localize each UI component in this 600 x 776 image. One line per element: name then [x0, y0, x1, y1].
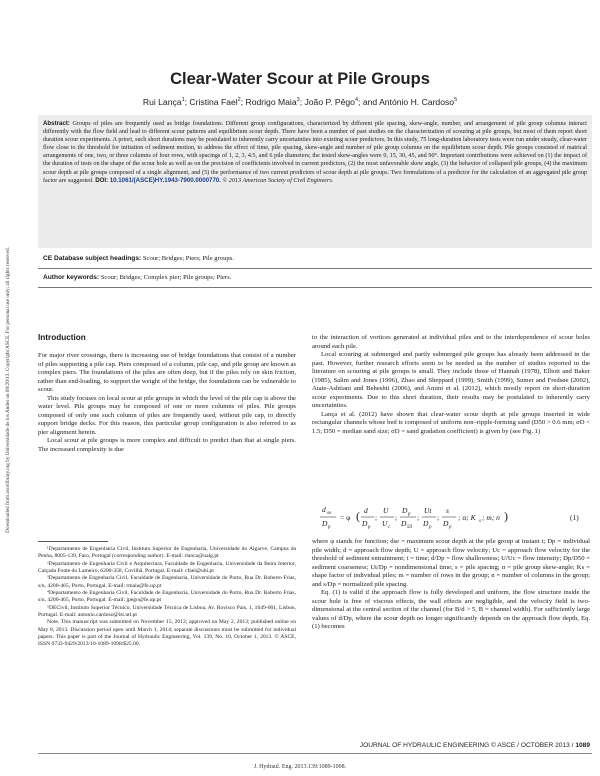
- ce-headings-label: CE Database subject headings:: [43, 255, 142, 262]
- author-name: Rodrigo Maia: [245, 97, 297, 107]
- svg-text:d: d: [322, 505, 326, 514]
- svg-text:): ): [504, 509, 508, 523]
- svg-text:; α; K: ; α; K: [458, 513, 476, 522]
- svg-text:;: ;: [395, 513, 398, 522]
- svg-text:p: p: [429, 525, 432, 530]
- equation-number: (1): [570, 513, 579, 522]
- svg-text:U: U: [383, 506, 389, 515]
- svg-text:s: s: [446, 506, 449, 515]
- left-column: [38, 352, 296, 455]
- svg-text:Ut: Ut: [424, 506, 432, 515]
- paper-title: Clear-Water Scour at Pile Groups: [170, 70, 430, 88]
- right-column-top: [312, 334, 590, 437]
- paragraph: to the interaction of vortices generated at individual piles and to the interdependence of scour holes around each pile.: [312, 334, 590, 350]
- author-affil-mark: 2: [237, 97, 241, 104]
- right-column-bottom: [312, 538, 590, 632]
- ce-headings-text: Scour; Bridges; Piers; Pile groups.: [142, 255, 234, 262]
- section-heading-introduction: Introduction: [38, 333, 86, 342]
- doi-label: DOI:: [95, 176, 109, 184]
- author-name: Cristina Fael: [189, 97, 238, 107]
- svg-text:d: d: [364, 506, 368, 515]
- abstract: [43, 120, 587, 185]
- abstract-text: Groups of piles are frequently used as bridge foundations. Different group configurations, characterized by different pile spacing, skew-angle, number, and arrangement of pile group columns interact differently with the flow field and lead to different scour patterns and equilibrium scour depth. There have been a number of past studies on the characterization of scouring at pile groups, but most of them report short duration scour experiments. A priori, such short durations may be postulated to inherently carry uncertainties into existing scour predictors. In this study, 75 long-duration laboratory tests were run under steady, clear-water flow close to the threshold for initiation of sediment motion, to address the effect of time, pile spacing, skew-angle and number of pile group columns on the equilibrium scour depth. Pile groups consisted of matrical arrangements of one, two, or three columns of four rows, with spacings of 1, 2, 3, 4.5, and 6 pile diameters; the tested skew-angles were 0, 15, 30, 45, and 90°. Important contributions were achieved on (1) the impact of the duration of tests on the shape of the scour hole as well as on the precision of coefficients involved in current predictors, (2) the most unfavorable skew angle, (3) the behavior of collapsed pile groups, (4) the maximum scour depth at pile groups composed of a single alignment, and (5) the performance of two current predictors of scour depth at pile groups. Two formulations of a predictor for the calculation of an aggregated pile group factor are suggested.: [43, 121, 587, 184]
- svg-text:D: D: [402, 506, 408, 515]
- author-name: João P. Pêgo: [304, 97, 355, 107]
- svg-text:se: se: [327, 511, 332, 516]
- svg-text:D: D: [362, 519, 368, 528]
- author-keywords-label: Author keywords:: [43, 274, 100, 281]
- svg-text:D: D: [322, 519, 328, 528]
- paragraph: where φ stands for function; dse = maximum scour depth at the pile group at instant t; Dp = individual pile width; d = approach flow depth; U = approach flow velocity; Uc = approach flow velocity for the threshold of sediment entrainment; t = time; d/Dp = flow shallowness; U/Uc = flow intensity; Dp/D50 = sediment coarseness; Ut/Dp = nondimensional time; s = pile spacing; α = pile group skew-angle; Ks = shape factor of individual piles; m = number of rows in the group; n = number of columns in the group; and s/Dp = normalized pile spacing.: [312, 538, 590, 588]
- svg-text:;: ;: [437, 513, 440, 522]
- equation-1: [312, 500, 590, 534]
- svg-text:p: p: [449, 525, 452, 530]
- svg-text:D: D: [443, 519, 449, 528]
- footnote: ³Departamento de Engenharia Civil, Faculdade de Engenharia, Universidade do Porto, Rua Dr. Roberto Frias, s/n, 4200-465, Porto, Portugal. E-mail: rmaia@fe.up.pt: [38, 575, 296, 589]
- svg-text:p: p: [328, 525, 331, 530]
- download-notice: Downloaded from ascelibrary.org by Universidade de los Andes on 09/20/13. Copyright ASCE. For personal use only; all rights reserved.: [5, 247, 11, 533]
- author-keywords: [43, 274, 587, 281]
- abstract-copyright: © 2013 American Society of Civil Engineers.: [222, 177, 334, 184]
- author-affil-mark: 4: [354, 97, 359, 104]
- citation-line: J. Hydraul. Eng. 2013.139:1089-1098.: [253, 764, 347, 770]
- svg-text:D: D: [423, 519, 429, 528]
- svg-text:; m; n: ; m; n: [482, 513, 500, 522]
- footer-rule: [38, 753, 592, 754]
- svg-text:s: s: [479, 519, 481, 524]
- author-affil-mark: 3: [296, 97, 300, 104]
- journal-footer: [360, 742, 590, 749]
- svg-text:;: ;: [375, 513, 378, 522]
- svg-text:U: U: [382, 519, 388, 528]
- download-sidebar: [2, 90, 14, 690]
- svg-text:c: c: [388, 525, 391, 530]
- divider: [38, 268, 592, 269]
- svg-text:(: (: [356, 509, 360, 523]
- paragraph: For major river crossings, there is increasing use of bridge foundations that consist of a number of piles supporting a pile cap. Piers composed of a column, pile cap, and pile group are known as complex piers. The foundations of the piles are often deep, but if the piles rely on skin friction, rather than end-loading, to support the weight of the bridge, the foundations can be vulnerable to scour.: [38, 352, 296, 394]
- author-name: Rui Lança: [142, 97, 182, 107]
- author-affil-mark: 5: [454, 97, 458, 104]
- paragraph: This study focuses on local scour at pile groups in which the level of the pile cap is above the water level. Pile groups may be composed of one or more columns of piles. Pile groups composed of only one such column of piles are frequently used, without pile cap, to directly support bridge decks. For this reason, this particular group configuration is also referred to as pier alignment herein.: [38, 394, 296, 436]
- svg-text:50: 50: [407, 525, 412, 530]
- svg-text:;: ;: [417, 513, 420, 522]
- svg-text:= φ: = φ: [340, 513, 351, 522]
- divider: [38, 287, 592, 288]
- footnotes: [38, 546, 296, 649]
- ce-headings: [43, 255, 587, 262]
- footnote: ⁴Departamento de Engenharia Civil, Faculdade de Engenharia, Universidade do Porto, Rua Dr. Roberto Frias, s/n, 4200-465, Porto, Portugal. E-mail: jpego@fe.up.pt: [38, 590, 296, 604]
- paragraph: Lança et al. (2012) have shown that clear-water scour depth at pile groups inserted in wide rectangular channels whose bed is composed of uniform non–ripple-forming sand (D50 > 0.6 mm; σD < 1.5; D50 = median sand size; σD = sand gradation coefficient) is given by (see Fig. 1): [312, 410, 590, 436]
- journal-footer-text: JOURNAL OF HYDRAULIC ENGINEERING © ASCE / OCTOBER 2013 /: [359, 742, 574, 749]
- page-number: 1089: [575, 742, 590, 749]
- author-affil-mark: 1: [181, 97, 185, 104]
- svg-text:p: p: [368, 525, 371, 530]
- paragraph: Eq. (1) is valid if the approach flow is fully developed and uniform, the flow structure inside the scour hole is free of viscous effects, the wall effects are negligible, and the velocity field is two-dimensional at the central section of the channel (for B/d > 5, B = channel width). For sufficiently large values of d/Dp, where the scour depth no longer significantly depends on the approach flow depth, Eq. (1) becomes: [312, 589, 590, 631]
- footnote: ¹Departamento de Engenharia Civil, Instituto Superior de Engenharia, Universidade do Algarve, Campus da Penha, 8005-139, Faro, Portugal (corresponding author). E-mail: rlanca@ualg.pt: [38, 546, 296, 560]
- abstract-label: Abstract:: [43, 120, 70, 127]
- paragraph: Local scour at pile groups is more complex and difficult to predict than that at single piers. The increased complexity is due: [38, 437, 296, 454]
- author-keywords-text: Scour; Bridges; Complex pier; Pile groups; Piers.: [100, 274, 232, 281]
- footnote: ⁵DECivil, Instituto Superior Técnico, Universidade Técnica de Lisboa, Av. Rovisco Pais, 1, 1049-001, Lisbon, Portugal. E-mail: antonio.cardoso@ist.utl.pt: [38, 604, 296, 619]
- footnote-rule: [38, 541, 108, 542]
- equation-graphic: [312, 500, 590, 534]
- author-name: and António H. Cardoso: [362, 97, 455, 107]
- author-list: Rui Lança$^1$; Cristina Fael$^2$; Rodrigo Maia$^3$; João P. Pêgo$^4$; and António H. Cardoso$^5$: [142, 97, 458, 107]
- svg-text:p: p: [408, 512, 411, 517]
- footnote: ²Departamento de Engenharia Civil e Arquitectura, Faculdade de Engenharia, Universidade da Beira Interior, Calçada Fonte do Lameiro, 6200-358, Covilhã, Portugal. E-mail: cfael@ubi.pt: [38, 560, 296, 575]
- paragraph: Local scouring at submerged and partly submerged pile groups has already been addressed in the past. However, further research efforts seem to be needed as the number of studies reported in the literature on scouring at pile groups is small. They include those of Hannah (1978), Elliott and Baker (1985), Salim and Jones (1996), Zhao and Sheppard (1999), Smith (1999), Sumer and Fredsøe (2002), Ataie-Ashtiani and Beheshti (2006), and Amini et al. (2012), which mostly report on short-duration scour experiments. Due to this short duration, their results may be postulated to inherently carry uncertainties.: [312, 351, 590, 410]
- svg-text:D: D: [401, 519, 407, 528]
- doi-link[interactable]: 10.1061/(ASCE)HY.1943-7900.0000770.: [109, 176, 221, 184]
- footnote-note: Note. This manuscript was submitted on November 15, 2012; approved on May 2, 2013; published online on May 8, 2013. Discussion period open until March 1, 2014; separate discussions must be submitted for individual papers. This paper is part of the Journal of Hydraulic Engineering, Vol. 139, No. 10, October 1, 2013. © ASCE, ISSN 0733-9429/2013/10-1089-1098/$25.00.: [38, 619, 296, 648]
